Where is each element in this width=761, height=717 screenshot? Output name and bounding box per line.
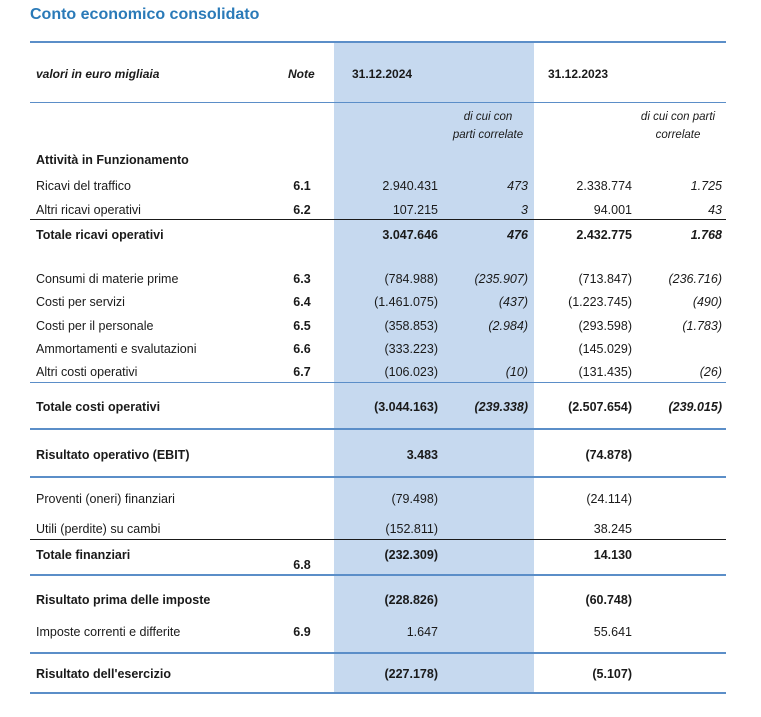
row-note: 6.1	[293, 179, 311, 193]
row-related-2024: (437)	[498, 295, 528, 309]
row-related-2023: (490)	[692, 295, 722, 309]
row-note: 6.5	[293, 319, 311, 333]
row-note: 6.7	[293, 365, 311, 379]
related-parties-2024-header	[440, 108, 536, 144]
row-value-2024: (1.461.075)	[374, 295, 438, 309]
header-rule	[30, 102, 726, 103]
row-related-2024: (10)	[505, 365, 528, 379]
row-label: Totale finanziari	[36, 548, 131, 562]
row-related-2023: 1.768	[690, 228, 722, 242]
row-value-2024: (106.023)	[384, 365, 438, 379]
table-top-rule	[30, 41, 726, 43]
row-value-2023: 55.641	[593, 625, 632, 639]
row-related-2023: (26)	[699, 365, 722, 379]
row-value-2023: 38.245	[593, 522, 632, 536]
row-label: Consumi di materie prime	[36, 272, 179, 286]
related-parties-2023-header-line2: correlate	[655, 129, 701, 141]
note-column-header: Note	[288, 67, 315, 81]
row-value-2023: 2.338.774	[576, 179, 632, 193]
row-label: Altri ricavi operativi	[36, 203, 141, 217]
table-bottom-rule	[30, 692, 726, 694]
row-value-2024: (232.309)	[384, 548, 438, 562]
row-label: Totale costi operativi	[36, 400, 161, 414]
row-value-2023: (5.107)	[592, 667, 632, 681]
row-value-2023: (145.029)	[578, 342, 632, 356]
row-label: Proventi (oneri) finanziari	[36, 492, 175, 506]
row-value-2024: (333.223)	[384, 342, 438, 356]
row-related-2024: (239.338)	[474, 400, 528, 414]
row-related-2023: 1.725	[690, 179, 722, 193]
row-label: Ammortamenti e svalutazioni	[36, 342, 197, 356]
row-note: 6.4	[293, 295, 311, 309]
row-value-2024: (3.044.163)	[374, 400, 438, 414]
row-value-2023: (24.114)	[586, 492, 632, 506]
row-value-2024: 3.047.646	[382, 228, 438, 242]
row-note: 6.8	[293, 558, 311, 572]
row-related-2024: 3	[521, 203, 528, 217]
row-value-2023: (2.507.654)	[568, 400, 632, 414]
row-value-2024: (228.826)	[384, 593, 438, 607]
row-value-2024: 3.483	[406, 448, 438, 462]
row-label: Totale ricavi operativi	[36, 228, 164, 242]
row-related-2024: (235.907)	[474, 272, 528, 286]
units-label: valori in euro migliaia	[36, 67, 160, 81]
related-parties-2023-header	[630, 108, 726, 144]
row-label: Costi per il personale	[36, 319, 154, 333]
row-note: 6.3	[293, 272, 311, 286]
section-rule	[30, 574, 726, 576]
row-label: Altri costi operativi	[36, 365, 138, 379]
row-related-2023: 43	[708, 203, 722, 217]
row-value-2024: (784.988)	[384, 272, 438, 286]
row-value-2023: (60.748)	[585, 593, 632, 607]
row-related-2023: (239.015)	[668, 400, 722, 414]
row-value-2024: (152.811)	[385, 522, 438, 536]
row-value-2023: 14.130	[593, 548, 632, 562]
related-parties-2024-header-line2: parti correlate	[452, 129, 524, 141]
row-related-2023: (1.783)	[682, 319, 722, 333]
row-note: 6.2	[293, 203, 311, 217]
row-label: Risultato operativo (EBIT)	[36, 448, 190, 462]
row-label: Imposte correnti e differite	[36, 625, 181, 639]
row-value-2023: (713.847)	[578, 272, 632, 286]
row-value-2023: 94.001	[593, 203, 632, 217]
year-2024-header: 31.12.2024	[352, 67, 413, 81]
row-related-2023: (236.716)	[668, 272, 722, 286]
row-value-2024: (227.178)	[384, 667, 438, 681]
subtotal-rule	[30, 382, 726, 383]
section-rule	[30, 652, 726, 654]
section-rule	[30, 476, 726, 478]
row-value-2023: 2.432.775	[576, 228, 632, 242]
subtotal-rule	[30, 219, 726, 220]
row-value-2024: 1.647	[406, 625, 438, 639]
related-parties-2023-header-line1: di cui con parti	[640, 111, 716, 123]
row-value-2023: (1.223.745)	[568, 295, 632, 309]
section-heading: Attività in Funzionamento	[36, 153, 189, 167]
year-2023-header: 31.12.2023	[548, 67, 609, 81]
row-related-2024: 476	[507, 228, 528, 242]
row-value-2024: 2.940.431	[382, 179, 438, 193]
row-value-2024: (79.498)	[391, 492, 438, 506]
row-value-2024: 107.215	[392, 203, 438, 217]
page-title: Conto economico consolidato	[30, 6, 260, 23]
section-rule	[30, 428, 726, 430]
row-label: Costi per servizi	[36, 295, 125, 309]
row-related-2024: 473	[507, 179, 528, 193]
row-value-2023: (293.598)	[578, 319, 632, 333]
row-label: Risultato dell'esercizio	[36, 667, 171, 681]
row-label: Utili (perdite) su cambi	[36, 522, 161, 536]
row-value-2023: (131.435)	[578, 365, 632, 379]
row-value-2024: (358.853)	[384, 319, 438, 333]
row-note: 6.6	[293, 342, 311, 356]
subtotal-rule	[30, 539, 726, 540]
row-label: Ricavi del traffico	[36, 179, 131, 193]
row-value-2023: (74.878)	[585, 448, 632, 462]
row-note: 6.9	[293, 625, 311, 639]
related-parties-2024-header-line1: di cui con	[463, 111, 513, 123]
row-related-2024: (2.984)	[488, 319, 528, 333]
row-label: Risultato prima delle imposte	[36, 593, 211, 607]
